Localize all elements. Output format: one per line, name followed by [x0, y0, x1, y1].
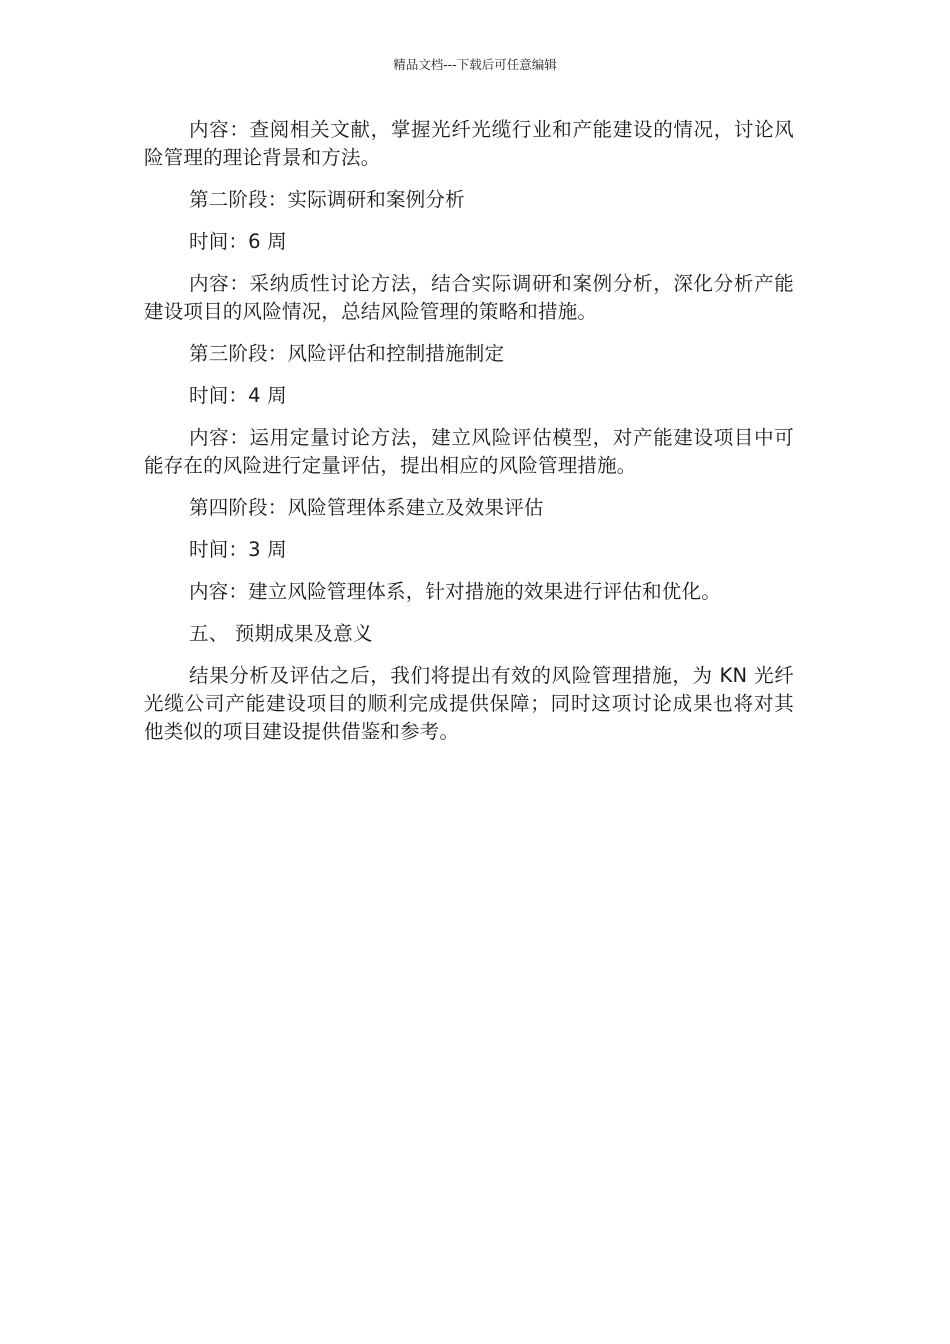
page-header: 精品文档---下载后可任意编辑 — [393, 57, 557, 72]
paragraph-stage4-title: 第四阶段：风险管理体系建立及效果评估 — [189, 496, 544, 519]
paragraph-stage4-time: 时间：3 周 — [189, 538, 287, 561]
paragraph-stage4-content: 内容：建立风险管理体系，针对措施的效果进行评估和优化。 — [189, 580, 721, 603]
paragraph-stage2-time: 时间：6 周 — [189, 230, 287, 253]
paragraph-expected-results: 结果分析及评估之后，我们将提出有效的风险管理措施，为 KN 光纤光缆公司产能建设项目的顺利完成提供保障；同时这项讨论成果也将对其他类似的项目建设提供借鉴和参考。 — [144, 664, 794, 743]
paragraph-stage2-content: 内容：采纳质性讨论方法，结合实际调研和案例分析，深化分析产能建设项目的风险情况，总结风险管理的策略和措施。 — [144, 272, 794, 323]
paragraph-stage1-content: 内容：查阅相关文献，掌握光纤光缆行业和产能建设的情况，讨论风险管理的理论背景和方法。 — [144, 118, 794, 169]
paragraph-stage2-title: 第二阶段：实际调研和案例分析 — [189, 188, 465, 211]
document-body — [144, 116, 794, 760]
section-heading-expected-results: 五、 预期成果及意义 — [189, 622, 373, 645]
paragraph-stage3-content: 内容：运用定量讨论方法，建立风险评估模型，对产能建设项目中可能存在的风险进行定量评估，提出相应的风险管理措施。 — [144, 426, 794, 477]
paragraph-stage3-time: 时间：4 周 — [189, 384, 287, 407]
paragraph-stage3-title: 第三阶段：风险评估和控制措施制定 — [189, 342, 505, 365]
